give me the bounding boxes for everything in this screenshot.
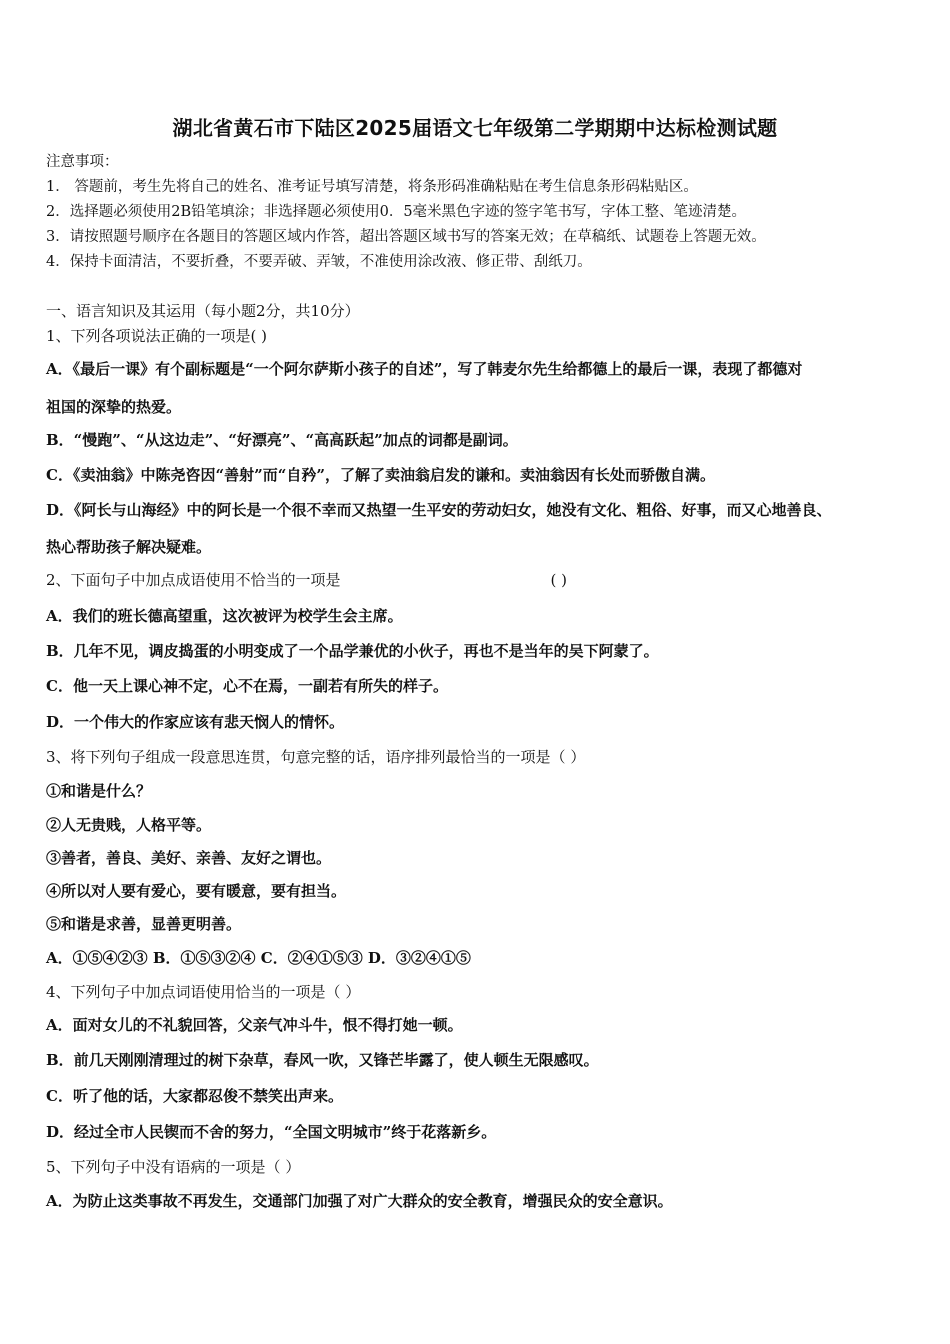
question-2-option-b: B．几年不见，调皮捣蛋的小明变成了一个品学兼优的小伙子，再也不是当年的吴下阿蒙了。	[46, 642, 659, 660]
question-5-option-a: A．为防止这类事故不再发生，交通部门加强了对广大群众的安全教育，增强民众的安全意识。	[46, 1192, 673, 1210]
question-4-option-a: A．面对女儿的不礼貌回答，父亲气冲斗牛，恨不得打她一顿。	[46, 1016, 463, 1034]
question-2-option-d: D．一个伟大的作家应该有悲天悯人的情怀。	[46, 713, 345, 731]
question-1-option-d: D．《阿长与山海经》中的阿长是一个很不幸而又热望一生平安的劳动妇女，她没有文化、粗俗、好事，而又心地善良、	[46, 501, 832, 519]
question-5-stem: 5、下列句子中没有语病的一项是（ ）	[46, 1158, 301, 1176]
notice-item: 1． 答题前，考生先将自己的姓名、准考证号填写清楚，将条形码准确粘贴在考生信息条形码粘贴区。	[46, 179, 698, 195]
question-3-stem: 3、将下列句子组成一段意思连贯，句意完整的话，语序排列最恰当的一项是（ ）	[46, 748, 586, 766]
question-2-option-a: A．我们的班长德高望重，这次被评为校学生会主席。	[46, 607, 403, 625]
notice-item: 2．选择题必须使用2B铅笔填涂；非选择题必须使用0．5毫米黑色字迹的签字笔书写，字体工整、笔迹清楚。	[46, 204, 747, 220]
question-1-option-d-cont: 热心帮助孩子解决疑难。	[46, 538, 212, 556]
question-2-text: 2、下面句子中加点成语使用不恰当的一项是	[46, 571, 341, 589]
question-3-sentence: ①和谐是什么？	[46, 782, 152, 800]
notice-item: 3．请按照题号顺序在各题目的答题区域内作答，超出答题区域书写的答案无效；在草稿纸、试题卷上答题无效。	[46, 229, 766, 245]
question-4-option-b: B．前几天刚刚清理过的树下杂草，春风一吹，又锋芒毕露了，使人顿生无限感叹。	[46, 1051, 599, 1069]
notice-heading: 注意事项：	[46, 154, 119, 170]
question-1-option-a-cont: 祖国的深挚的热爱。	[46, 398, 182, 416]
question-3-sentence: ④所以对人要有爱心，要有暖意，要有担当。	[46, 882, 347, 900]
question-3-options: A．①⑤④②③ B．①⑤③②④ C．②④①⑤③ D．③②④①⑤	[46, 949, 471, 967]
question-3-sentence: ③善者，善良、美好、亲善、友好之谓也。	[46, 849, 332, 867]
question-1-stem: 1、下列各项说法正确的一项是( )	[46, 327, 268, 345]
answer-parentheses: ( )	[550, 571, 568, 589]
question-1-option-a: A．《最后一课》有个副标题是“一个阿尔萨斯小孩子的自述”，写了韩麦尔先生给都德上的最后一课，表现了都德对	[46, 360, 803, 378]
question-1-option-b: B．“慢跑”、“从这边走”、“好漂亮”、“高高跃起”加点的词都是副词。	[46, 431, 518, 449]
question-3-sentence: ②人无贵贱，人格平等。	[46, 816, 212, 834]
question-3-sentence: ⑤和谐是求善，显善更明善。	[46, 915, 242, 933]
section-heading: 一、语言知识及其运用（每小题2分，共10分）	[46, 302, 360, 320]
question-4-stem: 4、下列句子中加点词语使用恰当的一项是（ ）	[46, 983, 361, 1001]
notice-item: 4．保持卡面清洁，不要折叠，不要弄破、弄皱，不准使用涂改液、修正带、刮纸刀。	[46, 254, 592, 270]
question-4-option-c: C．听了他的话，大家都忍俊不禁笑出声来。	[46, 1087, 343, 1105]
question-2-stem	[46, 570, 567, 590]
question-4-option-d: D．经过全市人民锲而不舍的努力，“全国文明城市”终于花落新乡。	[46, 1123, 497, 1141]
page-title: 湖北省黄石市下陆区2025届语文七年级第二学期期中达标检测试题	[172, 116, 778, 140]
question-2-option-c: C．他一天上课心神不定，心不在焉，一副若有所失的样子。	[46, 677, 448, 695]
question-1-option-c: C．《卖油翁》中陈尧咨因“善射”而“自矜”，了解了卖油翁启发的谦和。卖油翁因有长处而骄傲自满。	[46, 466, 715, 484]
